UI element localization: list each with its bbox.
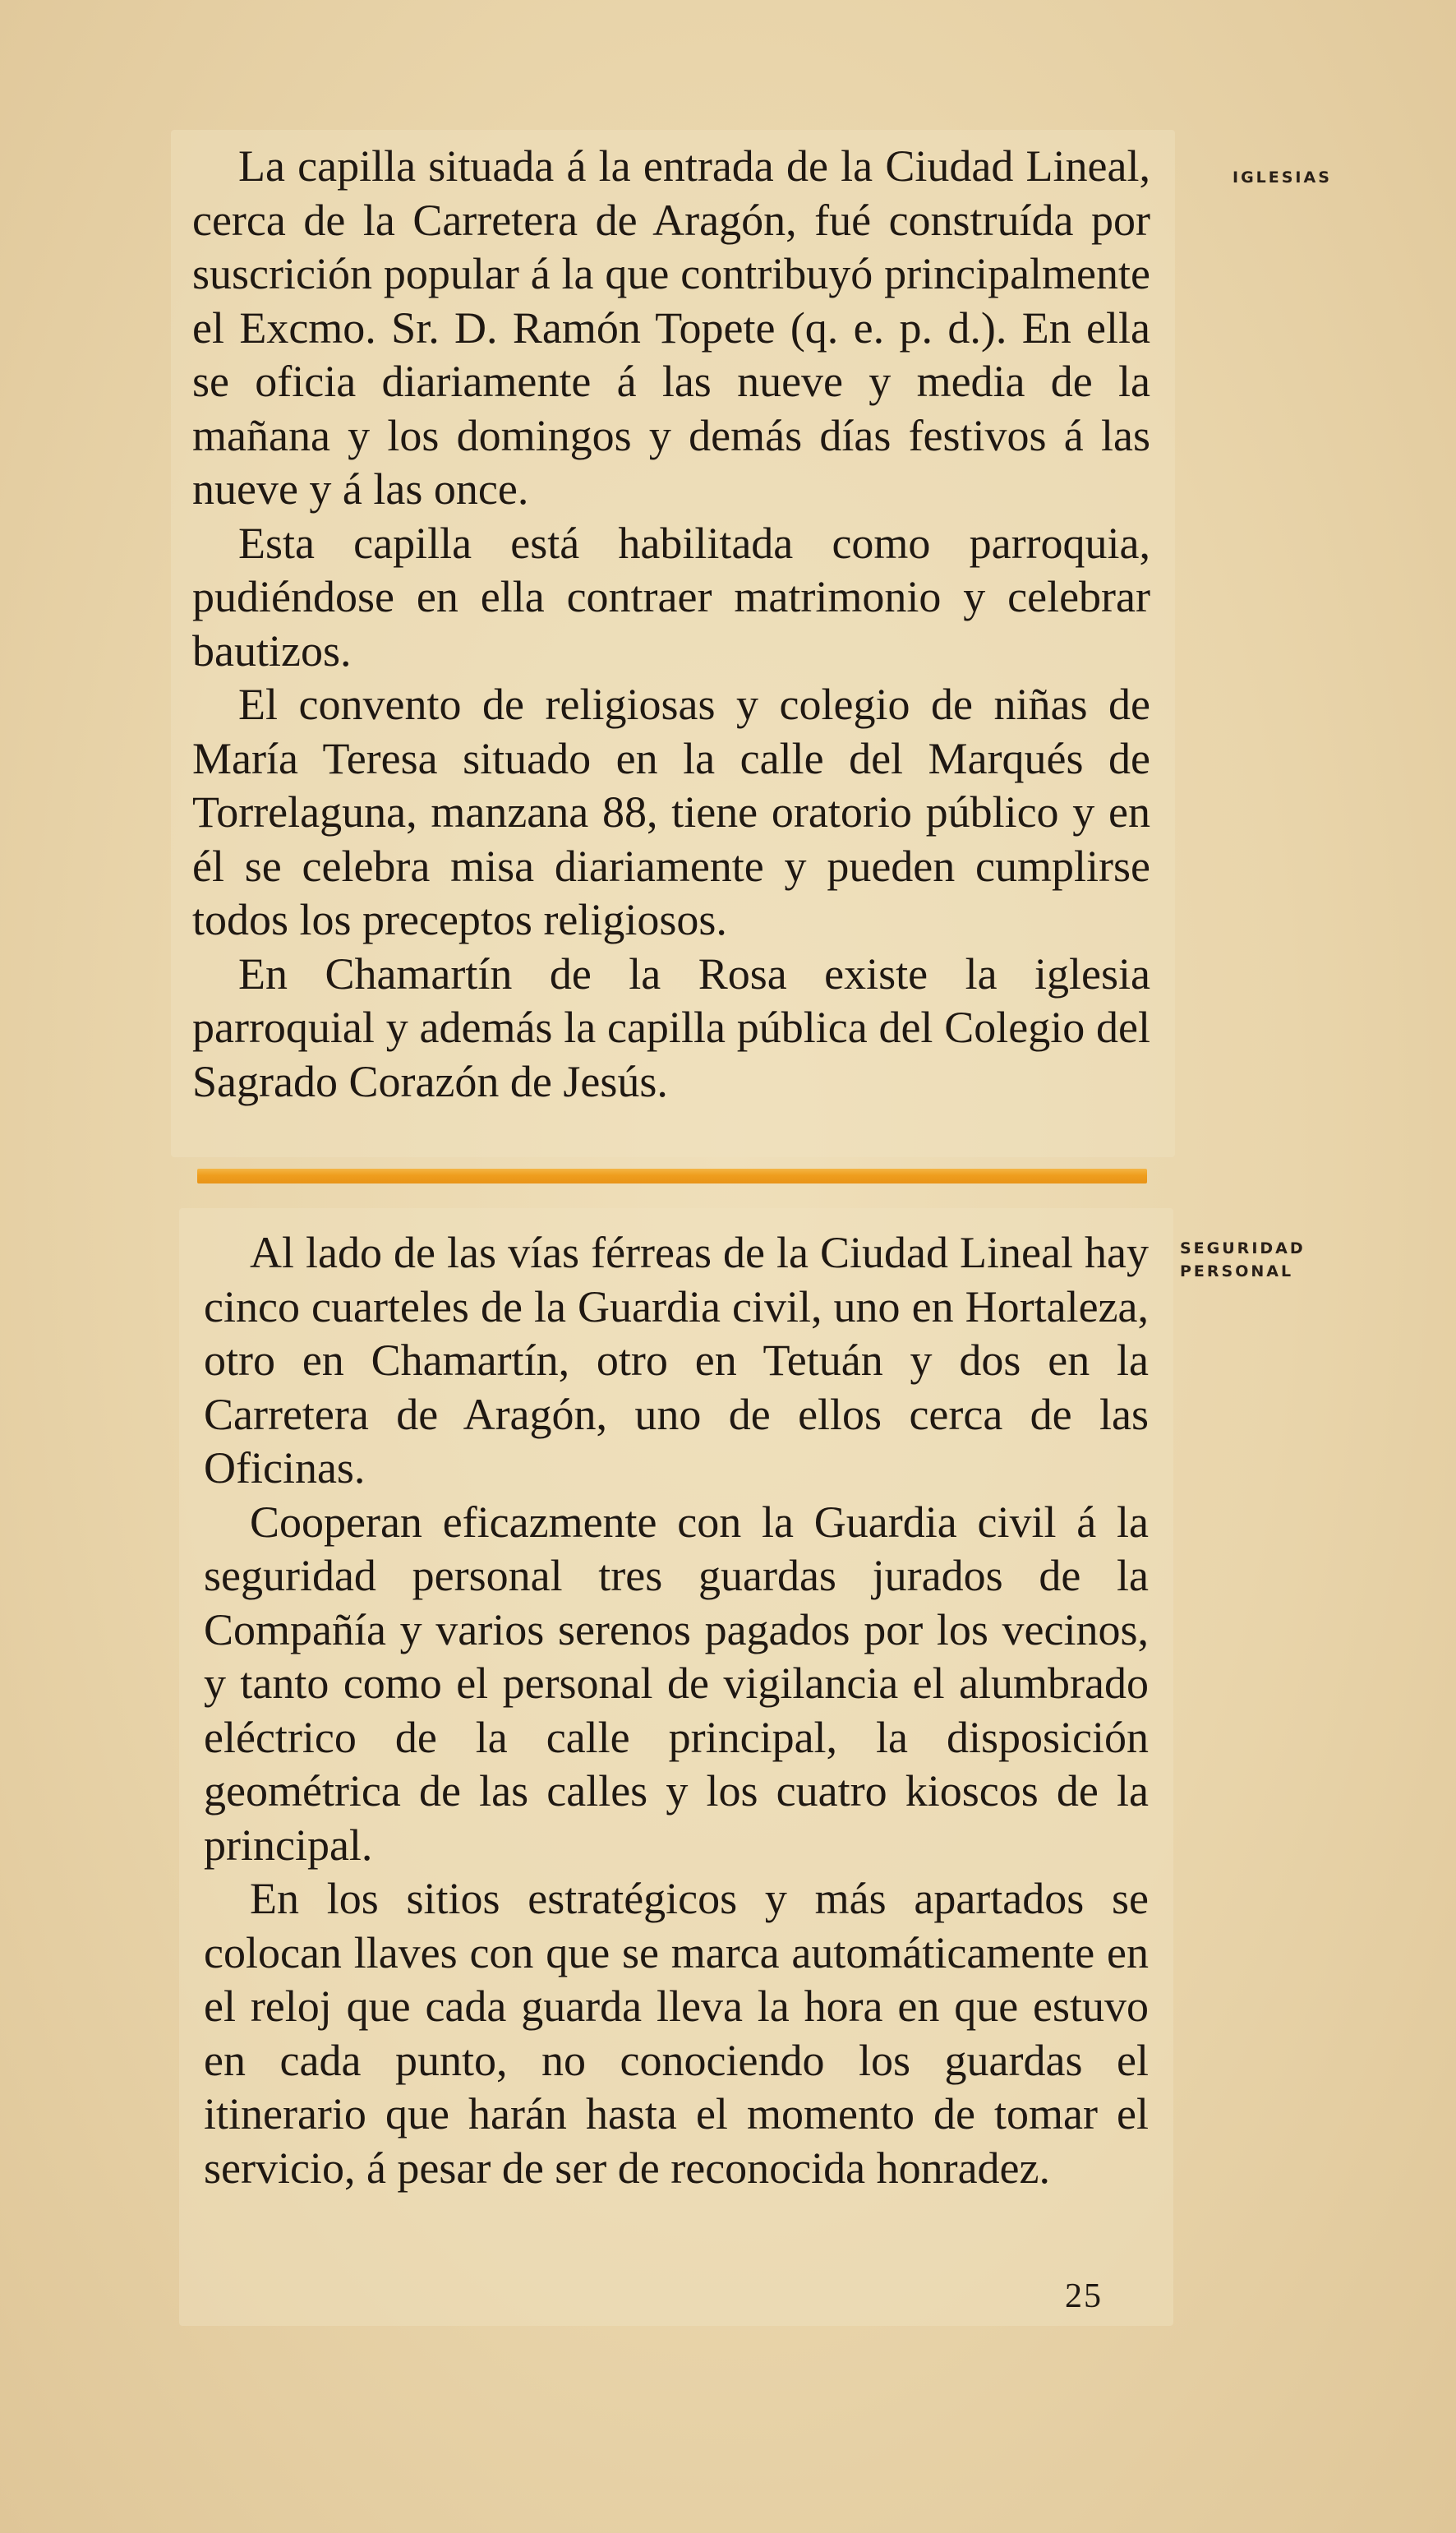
margin-label-line: SEGURIDAD bbox=[1180, 1239, 1306, 1257]
paragraph: En los sitios estratégicos y más apartados se colocan llaves con que se marca automáticamente en el reloj que cada guarda lleva la hora en que estuvo en cada punto, no conociendo los guardas el itinerario que harán hasta el momento de tomar el servicio, á pesar de ser de reconocida honradez. bbox=[204, 1874, 1149, 2193]
section-divider bbox=[197, 1169, 1147, 1183]
paragraph: El convento de religiosas y colegio de niñas de María Teresa situado en la calle del Marqués de Torrelaguna, manzana 88, tiene oratorio público y en él se celebra misa diariamente y pueden cumplirse todos los preceptos religiosos. bbox=[192, 680, 1150, 944]
page-number: 25 bbox=[1065, 2277, 1103, 2315]
paragraph: La capilla situada á la entrada de la Ciudad Lineal, cerca de la Carretera de Aragón, fué construída por suscrición popular á la que contribuyó principalmente el Excmo. Sr. D. Ramón Topete (q. e. p. d.). En ella se oficia diariamente á las nueve y media de la mañana y los domingos y demás días festivos á las nueve y á las once. bbox=[192, 141, 1150, 514]
margin-label-iglesias: IGLESIAS bbox=[1233, 168, 1332, 187]
section-iglesias-text bbox=[192, 140, 1150, 1109]
paragraph: En Chamartín de la Rosa existe la iglesia parroquial y además la capilla pública del Colegio del Sagrado Corazón de Jesús. bbox=[192, 948, 1150, 1106]
paragraph: Esta capilla está habilitada como parroquia, pudiéndose en ella contraer matrimonio y celebrar bautizos. bbox=[192, 518, 1150, 676]
margin-label-seguridad-personal bbox=[1180, 1237, 1306, 1283]
paragraph: Cooperan eficazmente con la Guardia civil á la seguridad personal tres guardas jurados de la Compañía y varios serenos pagados por los vecinos, y tanto como el personal de vigilancia el alumbrado eléctrico de la calle principal, la disposición geométrica de las calles y los cuatro kioscos de la principal. bbox=[204, 1497, 1149, 1870]
paragraph: Al lado de las vías férreas de la Ciudad Lineal hay cinco cuarteles de la Guardia civil, uno en Hortaleza, otro en Chamartín, otro en Tetuán y dos en la Carretera de Aragón, uno de ellos cerca de las Oficinas. bbox=[204, 1228, 1149, 1493]
section-seguridad-text bbox=[204, 1226, 1149, 2195]
margin-label-line: PERSONAL bbox=[1180, 1262, 1294, 1280]
